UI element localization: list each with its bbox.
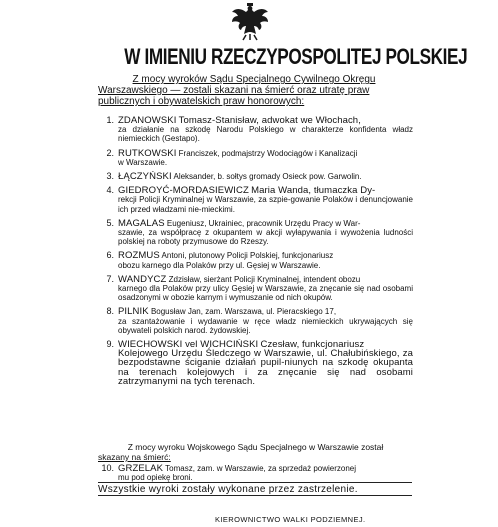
list-item: [98, 186, 413, 214]
convict-name: GRZELAK: [118, 463, 164, 474]
convict-name: ROZMUS: [118, 250, 160, 262]
intro-text: [98, 74, 410, 107]
convict-details: Czesław, funkcjonariusz: [260, 339, 365, 351]
proclamation-title: W IMIENIU RZECZYPOSPOLITEJ POLSKIEJ: [124, 44, 468, 69]
convict-reason: obozu karnego dla Polaków przy ul. Gęsiej w Warszawie.: [118, 260, 321, 270]
convict-name: PILNIK: [118, 306, 149, 318]
item-number: 4.: [106, 185, 114, 196]
convict-details: Maria Wanda, tłumaczka Dy-: [251, 185, 376, 197]
convict-reason: za działanie na szkodę Narodu Polskiego w charakterze konfidenta władz niemieckich (Gestapo).: [118, 125, 413, 144]
item-number: 9.: [106, 339, 114, 350]
intro-line-3: publicznych i obywatelskich praw honorowych:: [98, 96, 305, 107]
eagle-emblem-icon: [229, 2, 271, 42]
convict-details: Antoni, plutonowy Policji Polskiej, funkcjonariusz: [161, 251, 334, 261]
list-item-10: [98, 464, 413, 482]
convict-details: Franciszek, podmajstrzy Wodociągów i Kanalizacji: [178, 148, 358, 158]
divider: [98, 482, 412, 483]
convict-details: Bogusław Jan, zam. Warszawa, ul. Pieracskiego 17,: [150, 307, 337, 317]
list-item: [98, 340, 413, 386]
convict-details: Tomasz, zam. w Warszawie, za sprzedaż powierzonej: [165, 464, 357, 473]
convict-reason: Kolejowego Urzędu Śledczego w Warszawie, ul. Chałubińskiego, za bezpodstawne ściganie działań pupil-niunych na szkodę okupanta na terenach kolejowych i za znęcanie się nad osobami zatrzymanymi na tych terenach.: [118, 348, 413, 387]
list-item: [98, 307, 413, 335]
list-item: [98, 172, 413, 181]
item-number: 7.: [106, 273, 114, 284]
convict-details: Aleksander, b. sołtys gromady Osieck pow. Garwolin.: [173, 172, 362, 182]
convict-name: RUTKOWSKI: [118, 147, 177, 159]
list-item: [98, 149, 413, 167]
list-item: [98, 219, 413, 247]
convict-reason: rekcji Policji Kryminalnej w Warszawie, za szpie-gowanie Polaków i denuncjowanie ich przed władzami nie-mieckimi.: [118, 195, 413, 214]
convict-reason: mu pod opiekę broni.: [118, 473, 193, 483]
convict-name: WANDYCZ: [118, 273, 167, 285]
sentence-list: [98, 116, 413, 391]
military-intro: [98, 442, 413, 462]
list-item: [98, 275, 413, 303]
intro-line-2: Warszawskiego — zostali skazani na śmierć oraz utratę praw: [98, 85, 370, 96]
convict-details: Zdzisław, sierżant Policji Kryminalnej, intendent obozu: [168, 274, 361, 284]
final-statement: Wszystkie wyroki zostały wykonane przez zastrzelenie.: [98, 484, 358, 495]
item-number: 2.: [106, 147, 114, 158]
list-item: [98, 116, 413, 144]
convict-details: Eugeniusz, Ukrainiec, pracownik Urzędu Pracy w War-: [166, 218, 361, 228]
military-intro-line-1: Z mocy wyroku Wojskowego Sądu Specjalnego w Warszawie został: [127, 442, 384, 452]
convict-name: ŁĄCZYŃSKI: [118, 171, 172, 183]
convict-details: Tomasz-Stanisław, adwokat we Włochach,: [178, 115, 361, 126]
item-number: 10.: [101, 463, 114, 473]
item-number: 5.: [106, 217, 114, 228]
convict-name: GIEDROYĆ-MORDASIEWICZ: [118, 185, 249, 197]
convict-reason: za szantażowanie i wydawanie w ręce władz niemieckich ukrywających się obywateli polskich narod. żydowskiej.: [118, 316, 413, 335]
item-number: 1.: [106, 115, 114, 125]
item-number: 3.: [106, 171, 114, 182]
military-intro-line-2: skazany na śmierć:: [98, 452, 171, 462]
convict-name: MAGALAS: [118, 217, 165, 229]
divider: [98, 495, 412, 496]
signature-footer: KIEROWNICTWO WALKI PODZIEMNEJ.: [215, 515, 366, 524]
convict-name: WIECHOWSKI vel WICHCIŃSKI: [118, 339, 259, 351]
convict-reason: szawie, za współpracę z okupantem w akcji wyłapywania i wywożenia ludności polskiej na roboty przymusowe do Rzeszy.: [118, 228, 413, 247]
convict-reason: karnego dla Polaków przy ulicy Gęsiej w Warszawie, za znęcanie się nad osobami osadzonymi w obozie karnym i wymuszanie od nich okupów.: [118, 284, 413, 303]
item-number: 8.: [106, 306, 114, 317]
list-item: [98, 251, 413, 269]
intro-line-1: Z mocy wyroków Sądu Specjalnego Cywilnego Okręgu: [132, 74, 376, 85]
convict-reason: w Warszawie.: [118, 157, 168, 167]
convict-name: ZDANOWSKI: [118, 115, 177, 126]
item-number: 6.: [106, 250, 114, 261]
